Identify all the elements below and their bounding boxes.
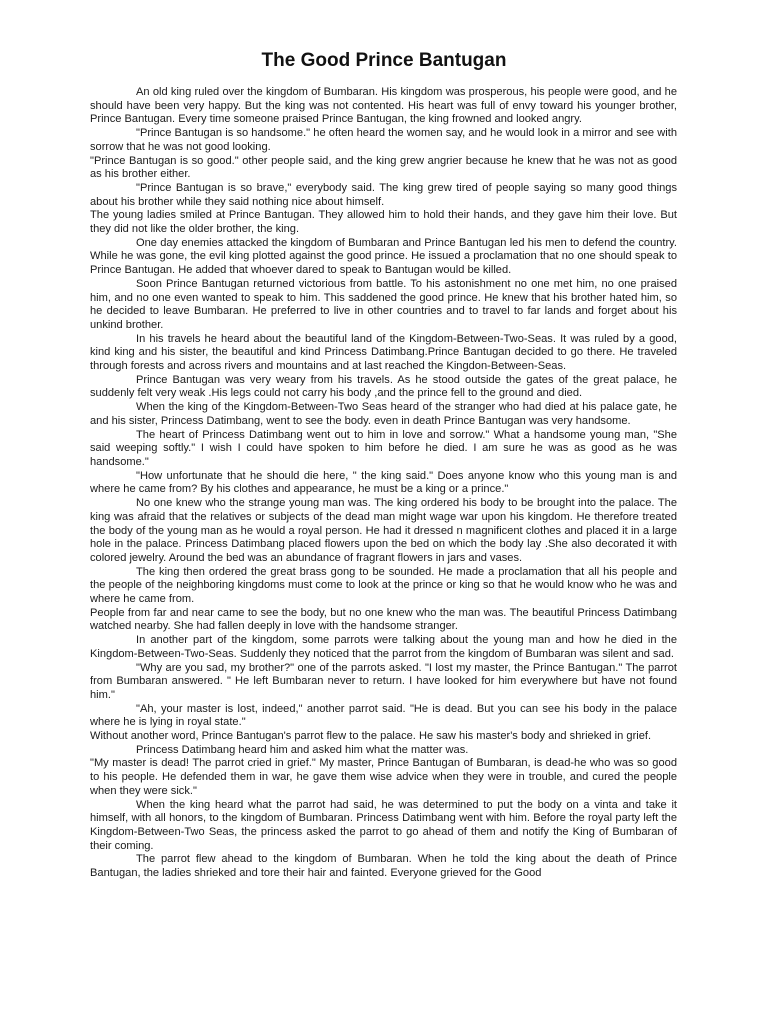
- paragraph: "Prince Bantugan is so brave," everybody said. The king grew tired of people saying so many good things about his brother while they said nothing nice about himself.: [90, 181, 677, 208]
- paragraph: In another part of the kingdom, some parrots were talking about the young man and how he died in the Kingdom-Between-Two-Seas. Suddenly they noticed that the parrot from the kingdom of Bumbaran was silent and sad.: [90, 634, 677, 660]
- paragraph: When the king of the Kingdom-Between-Two Seas heard of the stranger who had died at his palace gate, he and his sister, Princess Datimbang, went to see the body. even in death Prince Bantugan was very handsome.: [90, 401, 677, 427]
- paragraph: "How unfortunate that he should die here, " the king said." Does anyone know who this young man is and where he came from? By his clothes and appearance, he must be a king or a prince.": [90, 469, 677, 496]
- paragraph: No one knew who the strange young man was. The king ordered his body to be brought into the palace. The king was afraid that the relatives or subjects of the dead man might wage war upon his kingdom. He therefore treated the body of the young man as he would a royal person. He had it dressed n magnificent clothes and placed it in a large hole in the palace. Princess Datimbang placed flowers upon the bed on which the body lay .She also decorated it with colored jewelry. Around the bed was an abundance of fragrant flowers in jars and vases.: [90, 497, 677, 564]
- paragraph: "Ah, your master is lost, indeed," another parrot said. "He is dead. But you can see his body in the palace where he is lying in royal state.": [90, 702, 677, 729]
- paragraph: In his travels he heard about the beautiful land of the Kingdom-Between-Two-Seas. It was ruled by a good, kind king and his sister, the beautiful and kind Princess Datimbang.Prince Bantugan decided to go there. He traveled through forests and across rivers and mountains and at last reached the Kingdon-Between-Seas.: [90, 332, 677, 373]
- paragraph: The parrot flew ahead to the kingdom of Bumbaran. When he told the king about the death of Prince Bantugan, the ladies shrieked and tore their hair and fainted. Everyone grieved for the Good: [90, 853, 677, 880]
- paragraph: Princess Datimbang heard him and asked him what the matter was.: [136, 743, 469, 756]
- paragraph: An old king ruled over the kingdom of Bumbaran. His kingdom was prosperous, his people were good, and he should have been very happy. But the king was not contented. His heart was full of envy toward his younger brother, Prince Bantugan. Every time someone praised Prince Bantugan, the king frowned and looked angry.: [90, 86, 677, 126]
- paragraph: "Prince Bantugan is so handsome." he often heard the women say, and he would look in a mirror and see with sorrow that he was not good looking.: [90, 127, 677, 153]
- paragraph: "Prince Bantugan is so good." other people said, and the king grew angrier because he knew that he was not as good as his brother either.: [90, 154, 677, 181]
- paragraph: People from far and near came to see the body, but no one knew who the man was. The beautiful Princess Datimbang watched nearby. She had fallen deeply in love with the handsome stranger.: [90, 606, 677, 633]
- document-body: [90, 86, 677, 881]
- paragraph: "Why are you sad, my brother?" one of the parrots asked. "I lost my master, the Prince Bantugan." The parrot from Bumbaran answered. " He left Bumbaran never to return. I have looked for him everywhere but have not found him.": [90, 661, 677, 701]
- paragraph: Without another word, Prince Bantugan's parrot flew to the palace. He saw his master's body and shrieked in grief.: [90, 730, 652, 743]
- page-title: The Good Prince Bantugan: [261, 50, 507, 71]
- paragraph: Soon Prince Bantugan returned victorious from battle. To his astonishment no one met him, no one praised him, and no one even wanted to speak to him. This saddened the good prince. He knew that his brother hated him, so he decided to leave Bumbaran. He preferred to live in other countries and to travel to far lands and forget about his unkind brother.: [90, 277, 677, 331]
- paragraph: The king then ordered the great brass gong to be sounded. He made a proclamation that all his people and the people of the neighboring kingdoms must come to look at the prince or king so that he would know who he was and where he came from.: [90, 565, 677, 606]
- paragraph: When the king heard what the parrot had said, he was determined to put the body on a vinta and take it himself, with all honors, to the kingdom of Bumbaran. Princess Datimbang went with him. Before the royal party left the Kingdom-Between-Two Seas, the princess asked the parrot to go ahead of them and notify the King of Bumbaran of their coming.: [90, 798, 677, 852]
- paragraph: The heart of Princess Datimbang went out to him in love and sorrow." What a handsome young man, "She said weeping softly." I wish I could have spoken to him before he died. I am sure he was as good as he was handsome.": [90, 428, 677, 468]
- paragraph: "My master is dead! The parrot cried in grief." My master, Prince Bantugan of Bumbaran, is dead-he who was so good to his people. He defended them in war, he gave them wise advice when they were in trouble, and cured the people when they were sick.": [90, 757, 677, 797]
- paragraph: One day enemies attacked the kingdom of Bumbaran and Prince Bantugan led his men to defend the country. While he was gone, the evil king plotted against the good prince. He issued a proclamation that no one should speak to Prince Bantugan. He added that whoever dared to speak to Bantugan would be killed.: [90, 236, 677, 277]
- paragraph: The young ladies smiled at Prince Bantugan. They allowed him to hold their hands, and they gave him their love. But they did not like the older brother, the king.: [90, 209, 677, 236]
- paragraph: Prince Bantugan was very weary from his travels. As he stood outside the gates of the great palace, he suddenly felt very weak .His legs could not carry his body ,and the prince fell to the ground and died.: [90, 373, 677, 400]
